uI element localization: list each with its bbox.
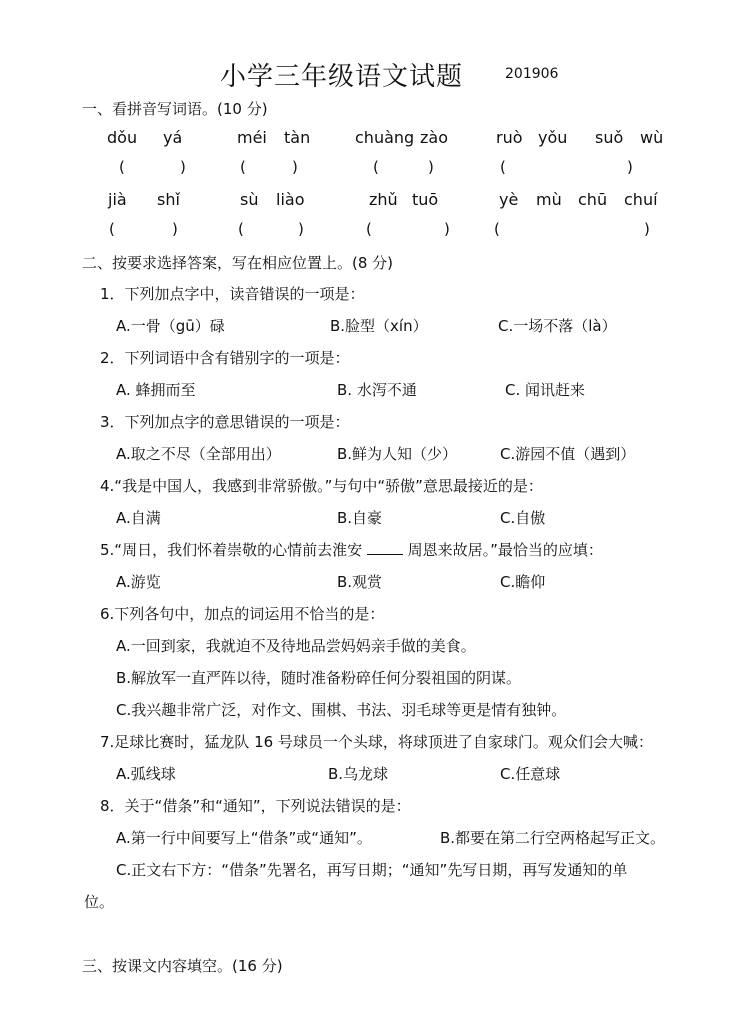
answer-paren-left: (	[240, 158, 246, 176]
question-8: 8．关于“借条”和“通知”，下列说法错误的是：	[100, 797, 411, 815]
pinyin: liào	[276, 190, 305, 209]
q8-option-c: C.正文右下方：“借条”先署名，再写日期；“通知”先写日期，再写发通知的单	[116, 861, 628, 879]
q3-option-a: A.取之不尽（全部用出）	[116, 445, 281, 463]
q3-option-b: B.鲜为人知（少）	[337, 445, 458, 463]
question-7: 7.足球比赛时，猛龙队 16 号球员一个头球，将球顶进了自家球门。观众们会大喊：	[100, 733, 653, 751]
answer-paren-left: (	[366, 220, 372, 238]
answer-paren-left: (	[119, 158, 125, 176]
question-5-text-start: 5.“周日，我们怀着崇敬的心情前去淮安	[100, 541, 363, 559]
answer-paren-right: )	[292, 158, 298, 176]
pinyin: ruò	[496, 128, 523, 147]
answer-paren-right: )	[298, 220, 304, 238]
pinyin: shǐ	[157, 190, 180, 209]
pinyin: sù	[240, 190, 259, 209]
q2-option-b: B. 水泻不通	[337, 381, 417, 399]
pinyin: yá	[163, 128, 183, 147]
pinyin: jià	[108, 190, 127, 209]
q5-option-c: C.瞻仰	[500, 573, 546, 591]
pinyin: dǒu	[107, 128, 138, 147]
q8-option-a: A.第一行中间要写上“借条”或“通知”。	[116, 829, 372, 847]
q7-option-b: B.乌龙球	[328, 765, 389, 783]
q4-option-c: C.自傲	[500, 509, 546, 527]
q4-option-a: A.自满	[116, 509, 161, 527]
answer-paren-right: )	[444, 220, 450, 238]
q1-option-b: B.脸型（xín）	[330, 317, 428, 335]
answer-paren-left: (	[373, 158, 379, 176]
pinyin: zhǔ	[369, 190, 398, 209]
pinyin: yè	[499, 190, 519, 209]
exam-code: 201906	[505, 66, 559, 82]
q5-option-a: A.游览	[116, 573, 161, 591]
q8-option-b: B.都要在第二行空两格起写正文。	[440, 829, 666, 847]
q2-option-c: C. 闻讯赶来	[505, 381, 586, 399]
answer-paren-left: (	[500, 158, 506, 176]
pinyin: chū	[578, 190, 608, 209]
answer-paren-left: (	[109, 220, 115, 238]
pinyin: tàn	[284, 128, 311, 147]
pinyin: tuō	[412, 190, 439, 209]
answer-paren-right: )	[428, 158, 434, 176]
q1-option-c: C.一场不落（là）	[498, 317, 617, 335]
answer-paren-right: )	[172, 220, 178, 238]
question-5	[100, 539, 603, 560]
q6-option-a: A.一回到家，我就迫不及待地品尝妈妈亲手做的美食。	[116, 637, 476, 655]
q5-option-b: B.观赏	[337, 573, 383, 591]
q1-option-a: A.一骨（gū）碌	[116, 317, 225, 335]
section-2-heading: 二、按要求选择答案，写在相应位置上。(8 分)	[82, 254, 394, 272]
question-4: 4.“我是中国人，我感到非常骄傲。”与句中“骄傲”意思最接近的是：	[100, 477, 543, 495]
q6-option-c: C.我兴趣非常广泛，对作文、围棋、书法、羽毛球等更是情有独钟。	[116, 701, 567, 719]
page-title: 小学三年级语文试题	[220, 62, 464, 92]
question-3: 3．下列加点字的意思错误的一项是：	[100, 413, 350, 431]
pinyin: wù	[640, 128, 664, 147]
pinyin: mù	[536, 190, 562, 209]
question-5-text-end: 周恩来故居。”最恰当的应填：	[407, 541, 603, 559]
answer-paren-left: (	[494, 220, 500, 238]
question-1: 1．下列加点字中，读音错误的一项是：	[100, 285, 365, 303]
pinyin: méi	[237, 128, 267, 147]
question-6: 6.下列各句中，加点的词运用不恰当的是：	[100, 605, 385, 623]
q7-option-c: C.任意球	[500, 765, 561, 783]
pinyin: suǒ	[595, 128, 624, 147]
q4-option-b: B.自豪	[337, 509, 383, 527]
answer-paren-right: )	[627, 158, 633, 176]
q8-option-c-continued: 位。	[84, 893, 115, 911]
answer-paren-right: )	[644, 220, 650, 238]
q3-option-c: C.游园不值（遇到）	[500, 445, 636, 463]
q2-option-a: A. 蜂拥而至	[116, 381, 196, 399]
pinyin: zào	[420, 128, 448, 147]
section-3-heading: 三、按课文内容填空。(16 分)	[82, 957, 283, 975]
answer-paren-left: (	[238, 220, 244, 238]
pinyin: chuí	[624, 190, 658, 209]
q7-option-a: A.弧线球	[116, 765, 176, 783]
q6-option-b: B.解放军一直严阵以待，随时准备粉碎任何分裂祖国的阴谋。	[116, 669, 522, 687]
fill-blank[interactable]	[367, 540, 403, 555]
question-2: 2．下列词语中含有错别字的一项是：	[100, 349, 350, 367]
section-1-heading: 一、看拼音写词语。(10 分)	[82, 100, 268, 118]
pinyin: yǒu	[538, 128, 568, 147]
pinyin: chuàng	[355, 128, 415, 147]
answer-paren-right: )	[180, 158, 186, 176]
